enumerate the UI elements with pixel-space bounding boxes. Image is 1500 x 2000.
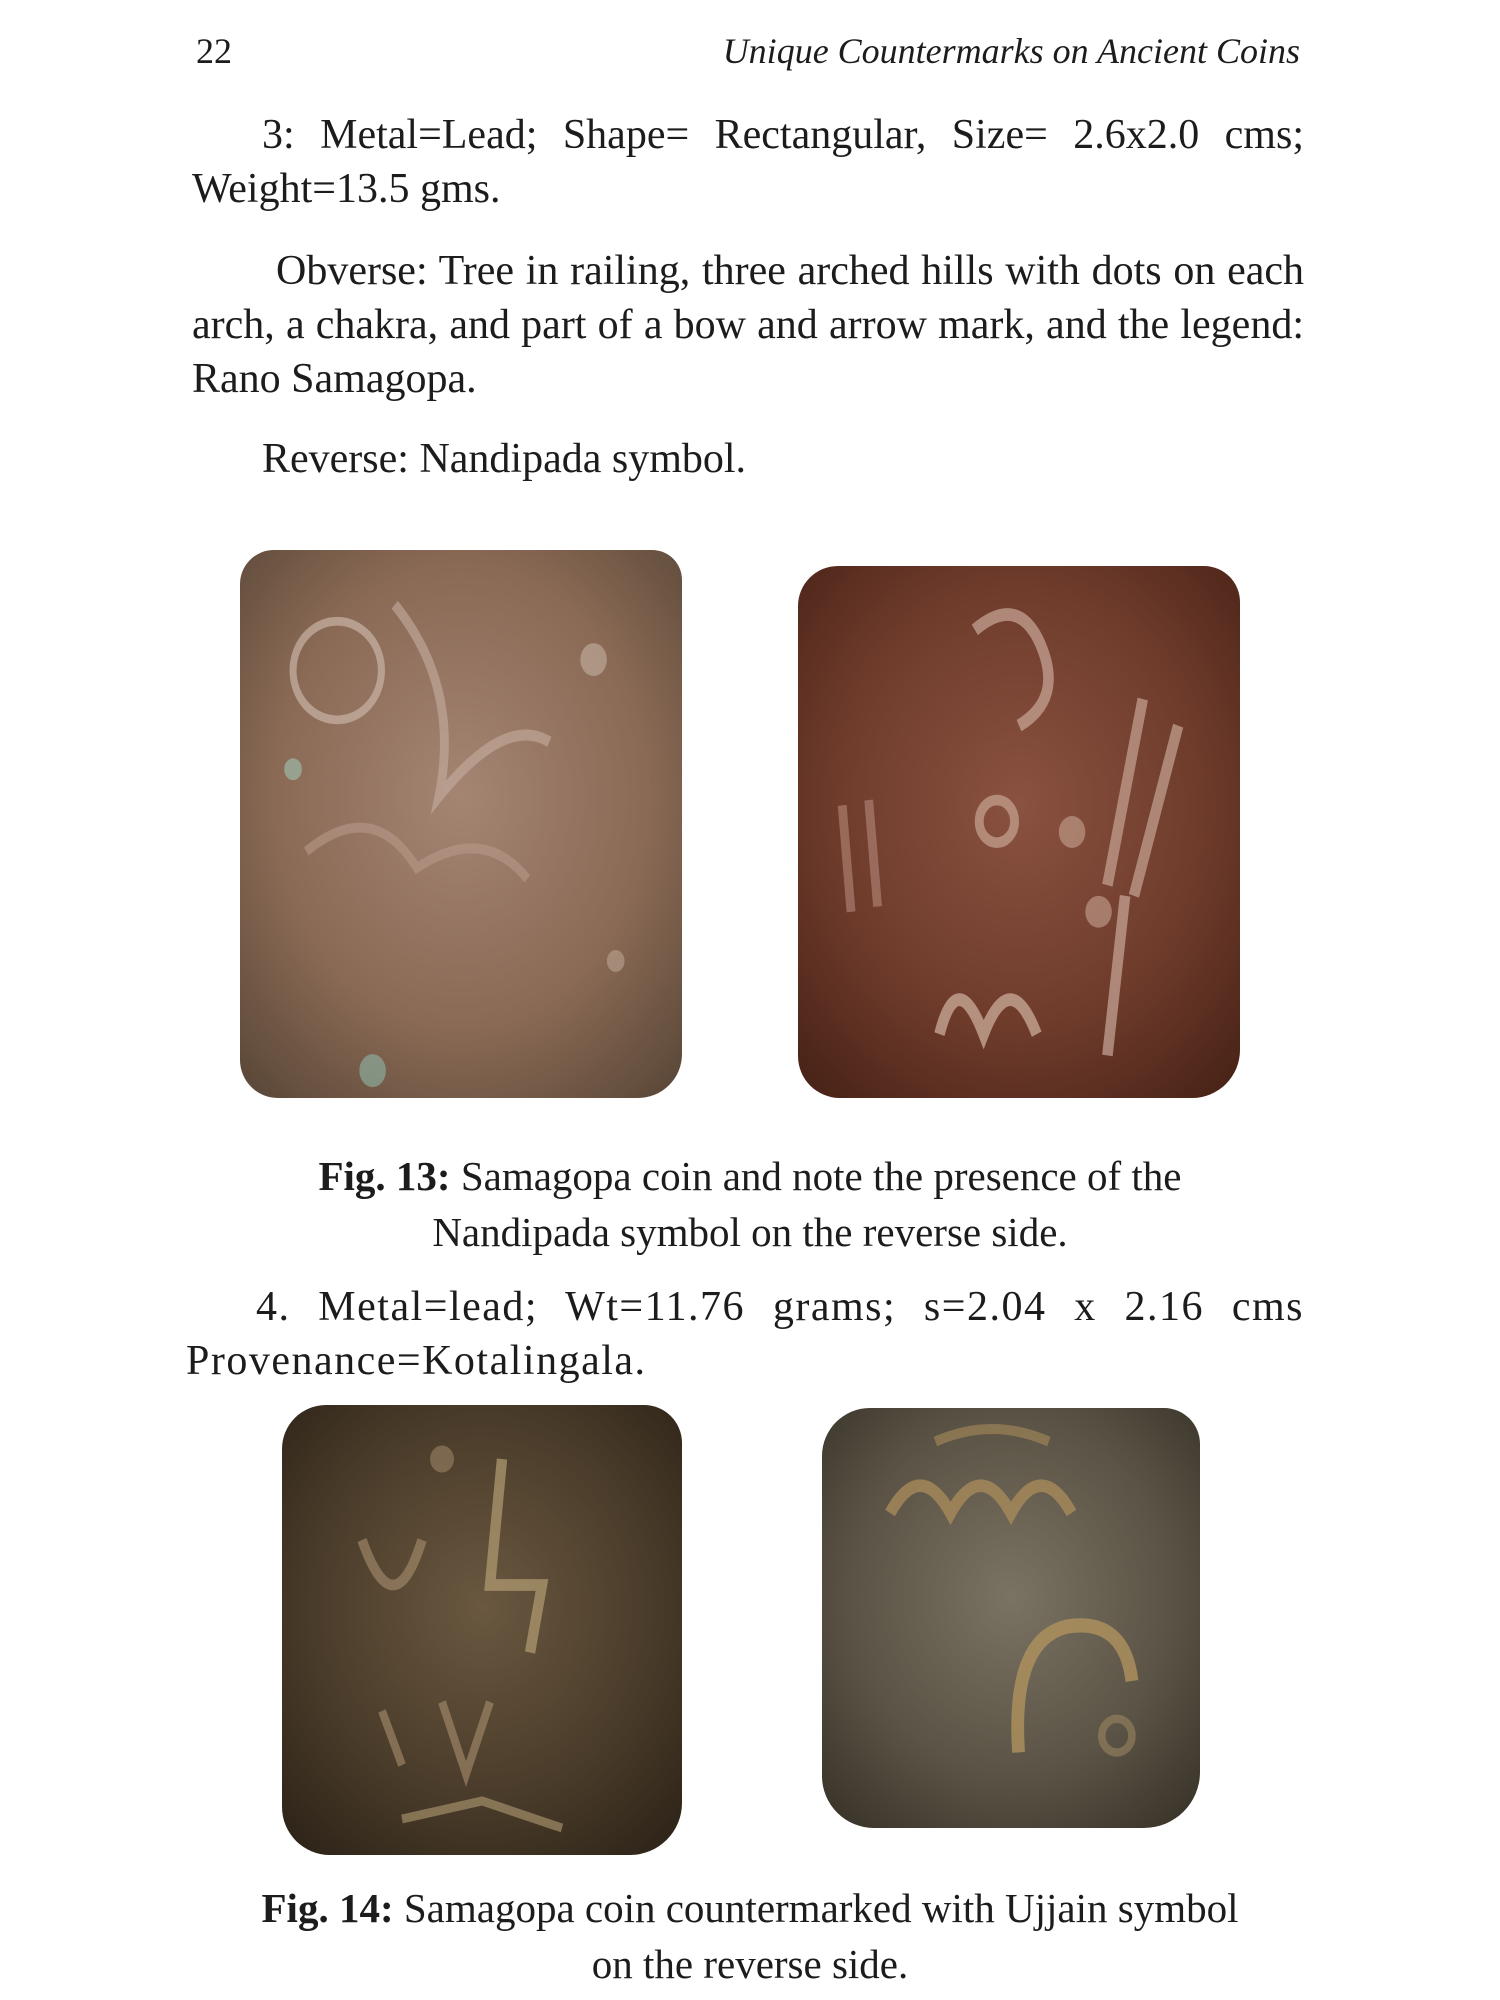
fig14-caption-line2: on the reverse side. bbox=[591, 1941, 909, 1987]
fig13-obverse-coin-image bbox=[240, 550, 682, 1098]
entry3-obverse: Obverse: Tree in railing, three arched hills with dots on each arch, a chakra, and part of a bow and arrow mark, and the legend: Rano Samagopa. bbox=[192, 248, 1304, 402]
fig14-label: Fig. 14: bbox=[261, 1885, 394, 1931]
entry4-spec: 4. Metal=lead; Wt=11.76 grams; s=2.04 x 2.16 cms Provenance=Kotalingala. bbox=[186, 1284, 1304, 1384]
entry3-spec: 3: Metal=Lead; Shape= Rectangular, Size= 2.6x2.0 cms; Weight=13.5 gms. bbox=[192, 112, 1304, 212]
fig14-reverse-coin-image bbox=[822, 1408, 1200, 1828]
fig14-caption bbox=[150, 1880, 1350, 1992]
fig14-obverse-coin-image bbox=[282, 1405, 682, 1855]
fig13-reverse-coin-image bbox=[798, 566, 1240, 1098]
fig13-label: Fig. 13: bbox=[318, 1153, 451, 1199]
page-number: 22 bbox=[196, 31, 232, 71]
running-head: Unique Countermarks on Ancient Coins bbox=[722, 31, 1300, 71]
fig13-caption-line1: Samagopa coin and note the presence of the bbox=[450, 1153, 1182, 1199]
fig14-caption-line1: Samagopa coin countermarked with Ujjain symbol bbox=[393, 1885, 1239, 1931]
entry3-reverse: Reverse: Nandipada symbol. bbox=[262, 436, 747, 482]
fig13-caption-line2: Nandipada symbol on the reverse side. bbox=[432, 1209, 1068, 1255]
fig13-caption bbox=[150, 1148, 1350, 1260]
